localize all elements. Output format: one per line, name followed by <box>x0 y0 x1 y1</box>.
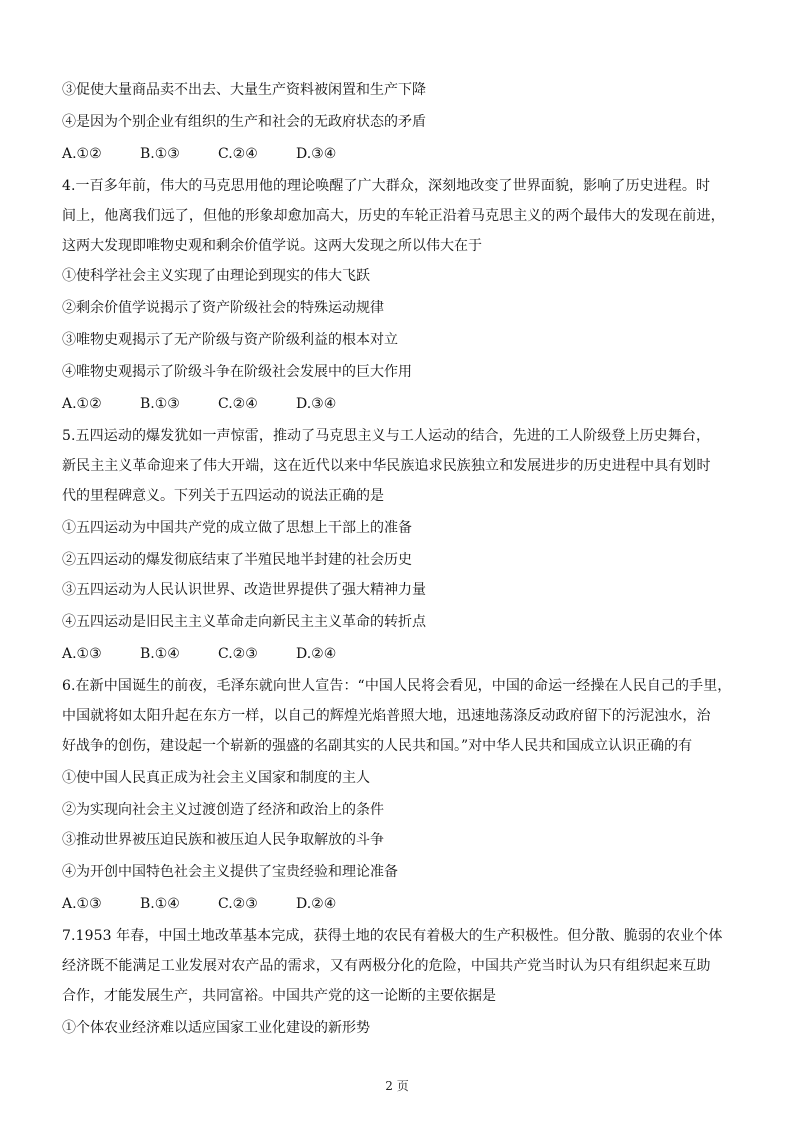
question-stem: 间上，他离我们远了，但他的形象却愈加高大，历史的车轮正沿着马克思主义的两个最伟大的发现在前进， <box>62 208 725 224</box>
option-statement: ③促使大量商品卖不出去、大量生产资料被闲置和生产下降 <box>62 82 426 98</box>
question-stem: 6.在新中国诞生的前夜，毛泽东就向世人宣告：“中国人民将会看见，中国的命运一经操在人民自己的手里， <box>62 678 732 694</box>
question-stem: 好战争的创伤，建设起一个崭新的强盛的名副其实的人民共和国。”对中华人民共和国成立认识正确的有 <box>62 738 693 754</box>
option-statement: ④五四运动是旧民主主义革命走向新民主主义革命的转折点 <box>62 614 426 630</box>
option-statement: ④为开创中国特色社会主义提供了宝贵经验和理论准备 <box>62 864 398 880</box>
page-number: 2 页 <box>385 1079 409 1093</box>
choice-d: D.③④ <box>296 396 337 412</box>
question-stem: 这两大发现即唯物史观和剩余价值学说。这两大发现之所以伟大在于 <box>62 238 482 254</box>
option-statement: ④是因为个别企业有组织的生产和社会的无政府状态的矛盾 <box>62 114 426 130</box>
option-statement: ③唯物史观揭示了无产阶级与资产阶级利益的根本对立 <box>62 332 398 348</box>
option-statement: ④唯物史观揭示了阶级斗争在阶级社会发展中的巨大作用 <box>62 364 412 380</box>
answer-choices <box>62 644 374 664</box>
choice-d: D.③④ <box>296 146 337 162</box>
choice-c: C.②④ <box>218 146 258 162</box>
choice-c: C.②③ <box>218 646 258 662</box>
option-statement: ①使科学社会主义实现了由理论到现实的伟大飞跃 <box>62 268 370 284</box>
answer-choices <box>62 394 374 414</box>
option-statement: ②五四运动的爆发彻底结束了半殖民地半封建的社会历史 <box>62 552 412 568</box>
question-stem: 中国就将如太阳升起在东方一样，以自己的辉煌光焰普照大地，迅速地荡涤反动政府留下的污泥浊水，治 <box>62 708 711 724</box>
choice-b: B.①④ <box>140 646 180 662</box>
choice-b: B.①③ <box>140 146 180 162</box>
choice-b: B.①④ <box>140 896 180 912</box>
choice-a: A.①② <box>62 146 102 162</box>
option-statement: ①使中国人民真正成为社会主义国家和制度的主人 <box>62 770 370 786</box>
choice-c: C.②③ <box>218 896 258 912</box>
question-stem: 合作，才能发展生产，共同富裕。中国共产党的这一论断的主要依据是 <box>62 988 496 1004</box>
question-stem: 4.一百多年前，伟大的马克思用他的理论唤醒了广大群众，深刻地改变了世界面貌，影响了历史进程。时 <box>62 178 711 194</box>
answer-choices <box>62 894 374 914</box>
choice-a: A.①③ <box>62 896 102 912</box>
option-statement: ①五四运动为中国共产党的成立做了思想上干部上的准备 <box>62 520 412 536</box>
question-stem: 7.1953 年春，中国土地改革基本完成，获得土地的农民有着极大的生产积极性。但分散、脆弱的农业个体 <box>62 928 723 944</box>
option-statement: ①个体农业经济难以适应国家工业化建设的新形势 <box>62 1020 370 1036</box>
question-stem: 5.五四运动的爆发犹如一声惊雷，推动了马克思主义与工人运动的结合，先进的工人阶级登上历史舞台， <box>62 428 711 444</box>
option-statement: ③推动世界被压迫民族和被压迫人民争取解放的斗争 <box>62 832 384 848</box>
choice-a: A.①② <box>62 396 102 412</box>
question-stem: 经济既不能满足工业发展对农产品的需求，又有两极分化的危险，中国共产党当时认为只有组织起来互助 <box>62 958 711 974</box>
option-statement: ②为实现向社会主义过渡创造了经济和政治上的条件 <box>62 802 384 818</box>
choice-c: C.②④ <box>218 396 258 412</box>
option-statement: ③五四运动为人民认识世界、改造世界提供了强大精神力量 <box>62 582 426 598</box>
choice-d: D.②④ <box>296 646 337 662</box>
choice-a: A.①③ <box>62 646 102 662</box>
question-stem: 代的里程碑意义。下列关于五四运动的说法正确的是 <box>62 488 384 504</box>
choice-b: B.①③ <box>140 396 180 412</box>
choice-d: D.②④ <box>296 896 337 912</box>
question-stem: 新民主主义革命迎来了伟大开端，这在近代以来中华民族追求民族独立和发展进步的历史进程中具有划时 <box>62 458 711 474</box>
option-statement: ②剩余价值学说揭示了资产阶级社会的特殊运动规律 <box>62 300 384 316</box>
answer-choices <box>62 144 374 164</box>
